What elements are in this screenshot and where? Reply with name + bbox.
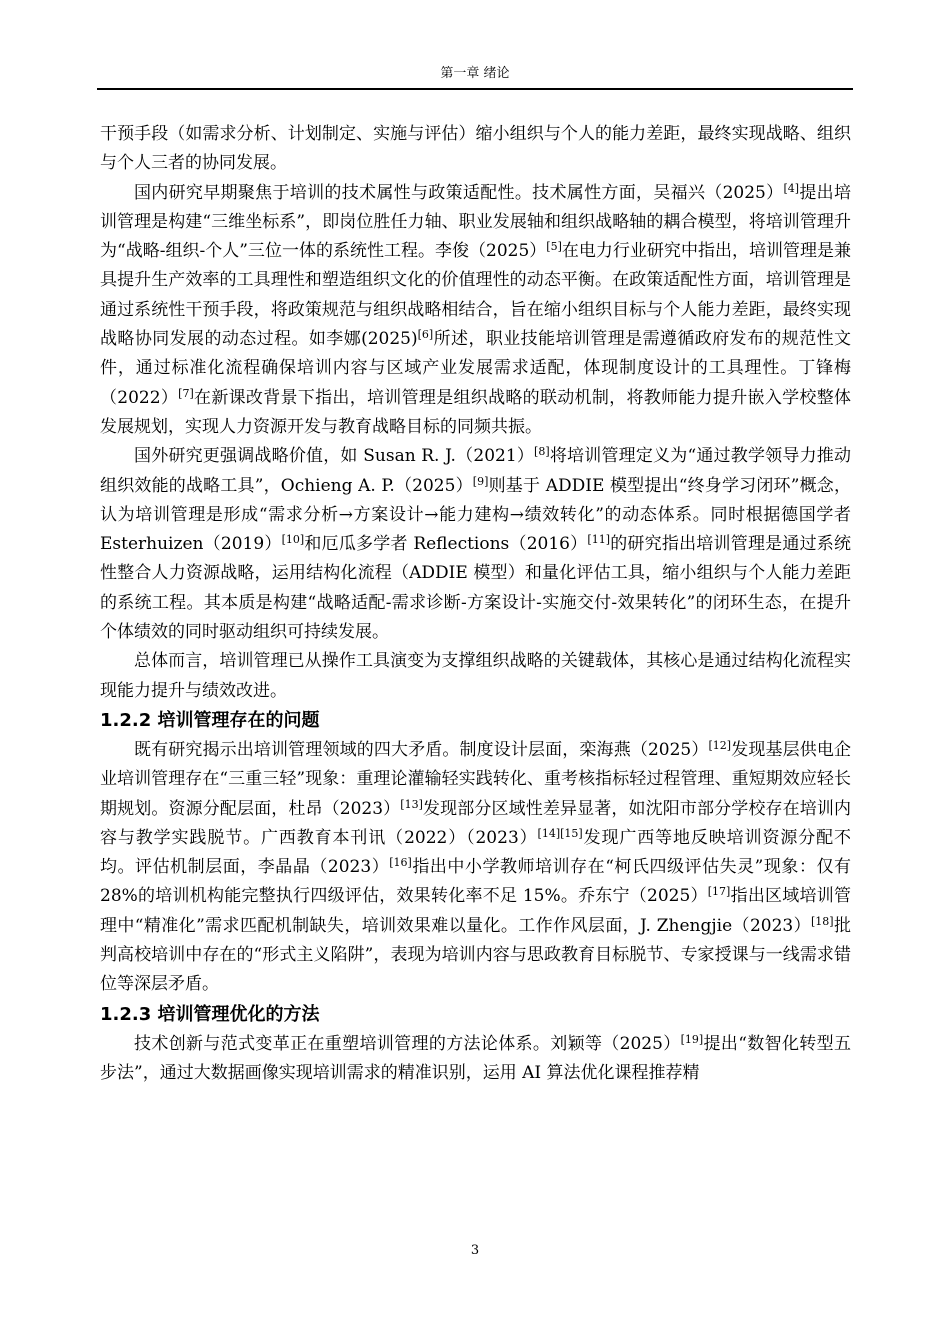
text-run: 国内研究早期聚焦于培训的技术属性与政策适配性。技术属性方面，吴福兴（2025） [134,182,784,203]
citation-ref: [4] [783,181,800,195]
paragraph [100,120,851,179]
text-run: 总体而言，培训管理已从操作工具演变为支撑组织战略的关键载体，其核心是通过结构化流程实现能力提升与绩效改进。 [100,651,851,701]
text-run: 所述，职业技能培训管理是需遵循政府发布的规范性文件，通过标准化流程确保培训内容与区域产业发展需求适配，体现制度设计的工具理性。丁锋梅（2022） [100,329,852,408]
text-run: 在电力行业研究中指出，培训管理是兼具提升生产效率的工具理性和塑造组织文化的价值理性的动态平衡。在政策适配性方面，培训管理是通过系统性干预手段，将政策规范与组织战略相结合，旨在缩小组织目标与个人能力差距，最终实现战略协同发展的动态过程。如李娜(2025) [100,241,851,350]
header-rule [97,88,853,90]
text-run: 既有研究揭示出培训管理领域的四大矛盾。制度设计层面，栾海燕（2025） [134,739,709,760]
text-run: 指出中小学教师培训存在“柯氏四级评估失灵”现象：仅有 28%的培训机构能完整执行四级评估，效果转化率不足 15%。乔东宁（2025） [100,857,852,907]
section-heading: 1.2.3 培训管理优化的方法 [100,1003,320,1025]
citation-ref: [18] [811,914,834,928]
text-run: 和厄瓜多学者 Reflections（2016） [304,534,588,555]
text-run: 发现广西等地反映培训资源分配不均。评估机制层面，李晶晶（2023） [100,827,851,878]
page-body [100,120,851,1088]
text-run: 则基于 ADDIE 模型提出“终身学习闭环”概念，认为培训管理是形成“需求分析→方案设计→能力建构→绩效转化”的动态体系。同时根据德国学者 Esterhuizen（2019） [100,475,851,555]
citation-ref: [10] [281,533,305,547]
running-header: 第一章 绪论 [440,66,510,81]
text-run: 将培训管理定义为“通过教学领导力推动组织效能的战略工具”，Ochieng A. P.（2025） [100,446,851,496]
paragraph [100,647,851,706]
page-number: 3 [470,1243,480,1258]
citation-ref: [13] [400,797,423,811]
citation-ref: [19] [680,1032,704,1046]
citation-ref: [8] [534,445,550,459]
paragraph [100,442,851,647]
text-run: 干预手段（如需求分析、计划制定、实施与评估）缩小组织与个人的能力差距，最终实现战略、组织与个人三者的协同发展。 [100,124,851,174]
text-run: 提出“数智化转型五步法”，通过大数据画像实现培训需求的精准识别，运用 AI 算法优化课程推荐精 [100,1033,851,1083]
citation-ref: [9] [472,474,489,488]
text-run: 技术创新与范式变革正在重塑培训管理的方法论体系。刘颖等（2025） [134,1033,681,1054]
text-run: 提出培训管理是构建“三维坐标系”，即岗位胜任力轴、职业发展轴和组织战略轴的耦合模型，将培训管理升为“战略-组织-个人”三位一体的系统性工程。李俊（2025） [100,182,851,262]
citation-ref: [7] [178,386,194,400]
citation-ref: [16] [389,856,412,870]
section-heading: 1.2.2 培训管理存在的问题 [100,709,320,731]
text-run: 发现部分区域性差异显著，如沈阳市部分学校存在培训内容与教学实践脱节。广西教育本刊讯（2022）（2023） [100,798,852,848]
citation-ref: [6] [417,328,434,342]
text-run: 的研究指出培训管理是通过系统性整合人力资源战略，运用结构化流程（ADDIE 模型）和量化评估工具，缩小组织与个人能力差距的系统工程。其本质是构建“战略适配-需求诊断-方案设计-实施交付-效果转化”的闭环生态，在提升个体绩效的同时驱动组织可持续发展。 [100,534,852,643]
text-run: 国外研究更强调战略价值，如 Susan R. J.（2021） [134,446,535,467]
citation-ref: [17] [707,885,731,899]
text-run: 发现基层供电企业培训管理存在“三重三轻”现象：重理论灌输轻实践转化、重考核指标轻过程管理、重短期效应轻长期规划。资源分配层面，杜昂（2023） [100,739,852,819]
text-run: 批判高校培训中存在的“形式主义陷阱”，表现为培训内容与思政教育目标脱节、专家授课与一线需求错位等深层矛盾。 [100,915,852,995]
citation-ref: [14][15] [537,826,583,840]
text-run: 指出区域培训管理中“精准化”需求匹配机制缺失，培训效果难以量化。工作作风层面，J. Zhengjie（2023） [100,886,851,936]
citation-ref: [11] [587,533,610,547]
paragraph [100,179,851,443]
text-run: 在新课改背景下指出，培训管理是组织战略的联动机制，将教师能力提升嵌入学校整体发展规划，实现人力资源开发与教育战略目标的同频共振。 [100,387,852,437]
citation-ref: [5] [546,240,562,254]
citation-ref: [12] [708,738,732,752]
paragraph [100,1030,851,1089]
paragraph [100,736,851,1000]
